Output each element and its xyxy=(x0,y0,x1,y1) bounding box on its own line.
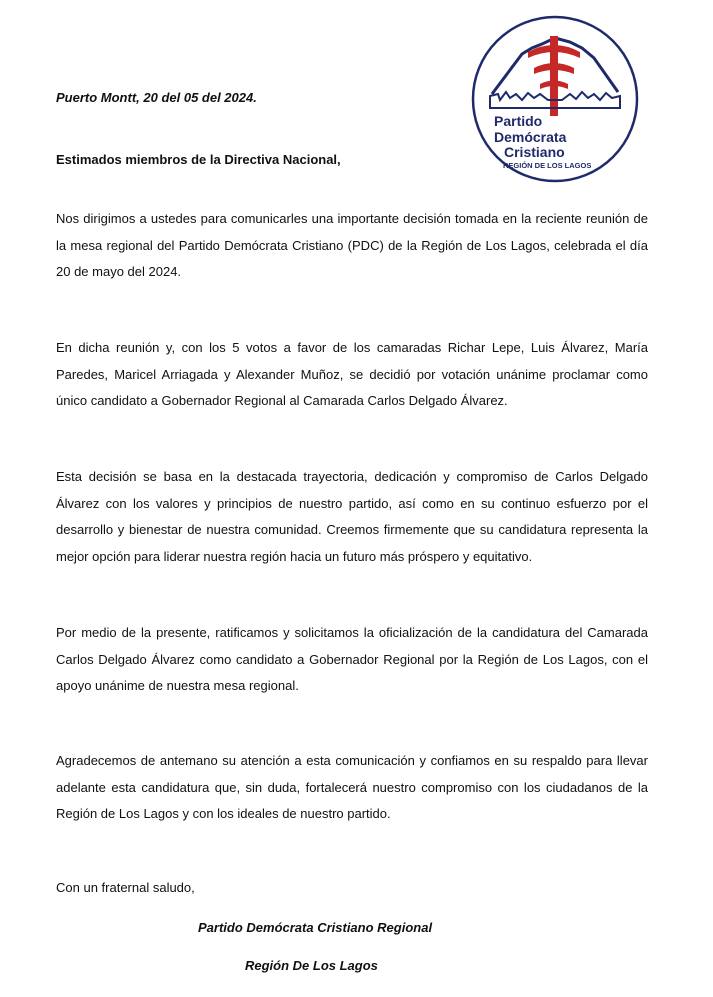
paragraph-5: Agradecemos de antemano su atención a esta comunicación y confiamos en su respaldo para llevar adelante esta candidatura que, sin duda, fortalecerá nuestro compromiso con los ciudadanos de la Región de Los Lagos y con los ideales de nuestro partido. xyxy=(56,753,648,821)
letter-greeting: Estimados miembros de la Directiva Nacional, xyxy=(56,152,341,167)
letter-closing: Con un fraternal saludo, xyxy=(56,880,195,895)
letter-date: Puerto Montt, 20 del 05 del 2024. xyxy=(56,90,257,105)
logo-line3: Cristiano xyxy=(504,144,565,160)
logo-line4: REGIÓN DE LOS LAGOS xyxy=(503,161,592,170)
paragraph-1: Nos dirigimos a ustedes para comunicarles una importante decisión tomada en la reciente reunión de la mesa regional del Partido Demócrata Cristiano (PDC) de la Región de Los Lagos, celebrada el día 20 de mayo del 2024. xyxy=(56,211,648,279)
signature-line-2: Región De Los Lagos xyxy=(245,958,378,973)
logo-line1: Partido xyxy=(494,113,543,129)
signature-line-1: Partido Demócrata Cristiano Regional xyxy=(198,920,433,935)
paragraph-4: Por medio de la presente, ratificamos y solicitamos la oficialización de la candidatura del Camarada Carlos Delgado Álvarez como candidato a Gobernador Regional por la Región de Los Lagos, con el apoyo unánime de nuestra mesa regional. xyxy=(56,625,648,693)
logo-line2: Demócrata xyxy=(494,129,567,145)
party-logo xyxy=(470,14,640,184)
paragraph-2: En dicha reunión y, con los 5 votos a favor de los camaradas Richar Lepe, Luis Álvarez, María Paredes, Maricel Arriagada y Alexander Muñoz, se decidió por votación unánime proclamar como único candidato a Gobernador Regional al Camarada Carlos Delgado Álvarez. xyxy=(56,340,648,408)
paragraph-3: Esta decisión se basa en la destacada trayectoria, dedicación y compromiso de Carlos Delgado Álvarez con los valores y principios de nuestro partido, así como en su continuo esfuerzo por el desarrollo y bienestar de nuestra comunidad. Creemos firmemente que su candidatura representa la mejor opción para liderar nuestra región hacia un futuro más próspero y equitativo. xyxy=(56,469,648,564)
